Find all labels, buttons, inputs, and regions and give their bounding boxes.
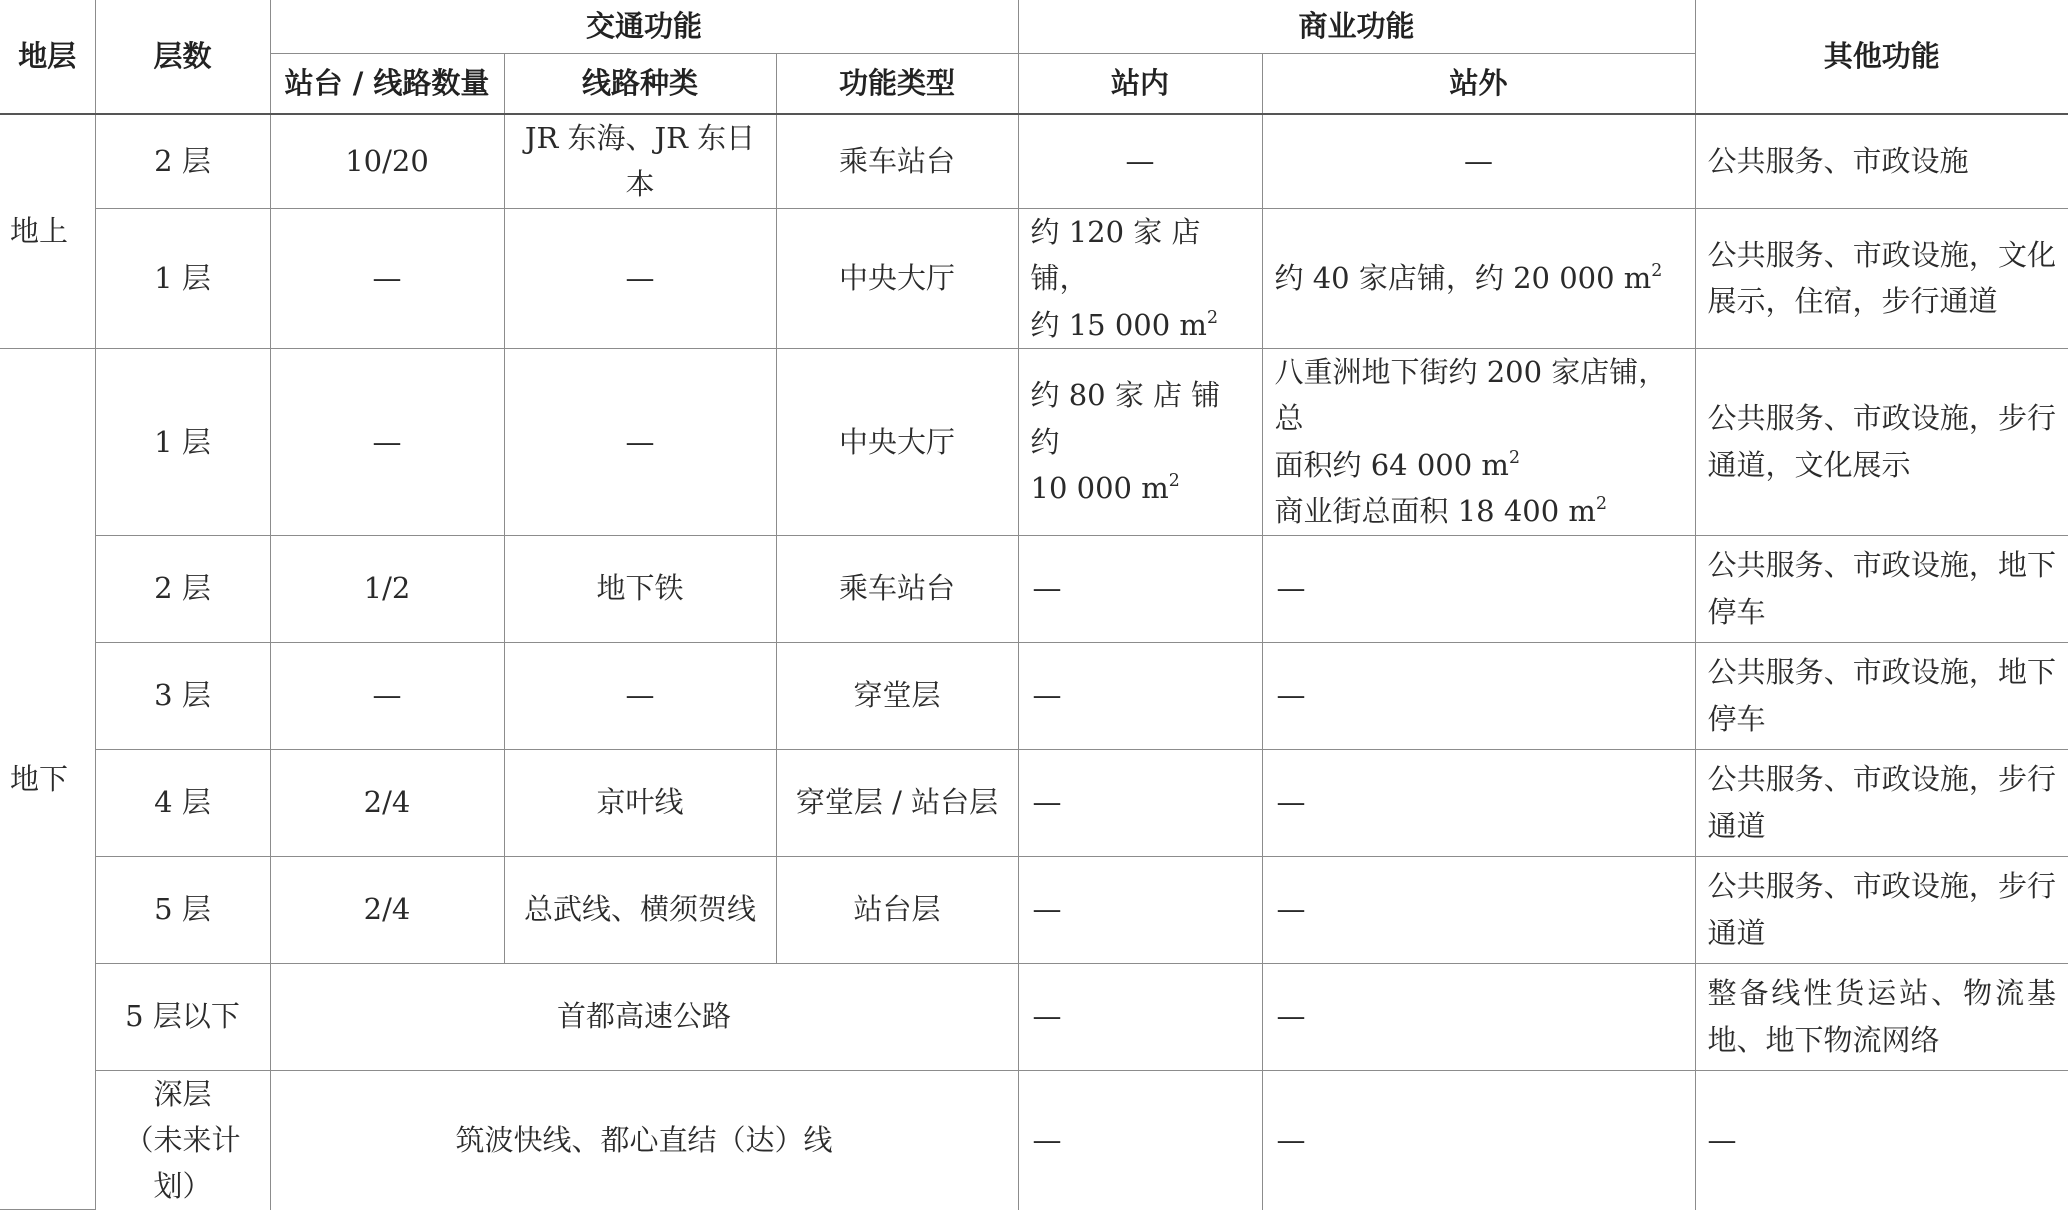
outside-text-line: 八重洲地下街约 200 家店铺，总	[1274, 354, 1668, 436]
cell-line-type: —	[504, 208, 776, 348]
cell-inside	[1018, 208, 1262, 348]
header-other: 其他功能	[1695, 0, 2068, 114]
table-row	[0, 1070, 2068, 1210]
table-row	[0, 963, 2068, 1070]
cell-line-type: JR 东海、JR 东日本	[504, 114, 776, 208]
cell-platform-count: —	[270, 642, 504, 749]
table-row	[0, 114, 2068, 208]
cell-level: 2 层	[95, 114, 270, 208]
cell-function-type: 站台层	[776, 856, 1018, 963]
cell-platform-count: —	[270, 348, 504, 535]
cell-inside: —	[1018, 114, 1262, 208]
cell-line-type: 地下铁	[504, 535, 776, 642]
cell-other: 整备线性货运站、物流基地、地下物流网络	[1695, 963, 2068, 1070]
cell-outside: —	[1262, 749, 1695, 856]
cell-inside	[1018, 348, 1262, 535]
cell-outside: —	[1262, 642, 1695, 749]
cell-outside: —	[1262, 856, 1695, 963]
unit-exponent: 2	[1595, 493, 1608, 514]
table-row	[0, 208, 2068, 348]
inside-text-line: 约 120 家 店 铺，	[1030, 214, 1201, 296]
cell-line-type: 京叶线	[504, 749, 776, 856]
cell-outside: —	[1262, 1070, 1695, 1210]
cell-level: 3 层	[95, 642, 270, 749]
header-floor: 地层	[0, 0, 95, 114]
cell-inside: —	[1018, 856, 1262, 963]
outside-text-line	[1275, 442, 1683, 488]
header-platform-count: 站台 / 线路数量	[270, 53, 504, 114]
inside-area: 10 000 m	[1030, 470, 1169, 505]
cell-platform-count: 2/4	[270, 749, 504, 856]
header-commerce-group: 商业功能	[1018, 0, 1695, 53]
cell-platform-count: 10/20	[270, 114, 504, 208]
cell-inside: —	[1018, 642, 1262, 749]
cell-traffic-merged: 首都高速公路	[270, 963, 1018, 1070]
inside-text-line	[1031, 302, 1250, 348]
table-row	[0, 856, 2068, 963]
cell-other: 公共服务、市政设施，步行通道，文化展示	[1695, 348, 2068, 535]
cell-level	[95, 1070, 270, 1210]
cell-level: 2 层	[95, 535, 270, 642]
cell-other: 公共服务、市政设施	[1695, 114, 2068, 208]
outside-area: 面积约 64 000 m	[1274, 447, 1509, 482]
cell-outside: —	[1262, 114, 1695, 208]
cell-function-type: 乘车站台	[776, 114, 1018, 208]
cell-level: 5 层以下	[95, 963, 270, 1070]
cell-platform-count: 2/4	[270, 856, 504, 963]
header-line-type: 线路种类	[504, 53, 776, 114]
inside-text-line: 约 80 家 店 铺 约	[1030, 378, 1221, 459]
outside-text: 约 40 家店铺，约 20 000 m	[1274, 261, 1652, 296]
cell-outside: —	[1262, 963, 1695, 1070]
cell-line-type: 总武线、横须贺线	[504, 856, 776, 963]
floor-group-above: 地上	[0, 114, 95, 348]
cell-function-type: 中央大厅	[776, 208, 1018, 348]
cell-line-type: —	[504, 348, 776, 535]
table-header	[0, 0, 2068, 114]
table-row	[0, 535, 2068, 642]
cell-inside: —	[1018, 1070, 1262, 1210]
inside-area: 约 15 000 m	[1030, 307, 1207, 342]
cell-other: 公共服务、市政设施，地下停车	[1695, 535, 2068, 642]
cell-outside	[1262, 348, 1695, 535]
cell-traffic-merged: 筑波快线、都心直结（达）线	[270, 1070, 1018, 1210]
table-row	[0, 642, 2068, 749]
cell-platform-count: 1/2	[270, 535, 504, 642]
outside-text-line	[1275, 488, 1683, 534]
level-text-line: 深层	[153, 1076, 212, 1111]
cell-level: 5 层	[95, 856, 270, 963]
cell-function-type: 穿堂层	[776, 642, 1018, 749]
cell-inside: —	[1018, 749, 1262, 856]
unit-exponent: 2	[1508, 447, 1521, 468]
unit-exponent: 2	[1651, 261, 1663, 281]
floor-group-below: 地下	[0, 348, 95, 1209]
cell-function-type: 穿堂层 / 站台层	[776, 749, 1018, 856]
unit-exponent: 2	[1206, 307, 1219, 328]
cell-other: 公共服务、市政设施，步行通道	[1695, 856, 2068, 963]
cell-other: 公共服务、市政设施，文化展示，住宿，步行通道	[1695, 208, 2068, 348]
level-text-line: （未来计划）	[124, 1122, 241, 1204]
cell-line-type: —	[504, 642, 776, 749]
cell-other: 公共服务、市政设施，地下停车	[1695, 642, 2068, 749]
cell-other: —	[1695, 1070, 2068, 1210]
table-body	[0, 114, 2068, 1210]
cell-level: 4 层	[95, 749, 270, 856]
table-row	[0, 749, 2068, 856]
cell-inside: —	[1018, 535, 1262, 642]
unit-exponent: 2	[1168, 470, 1180, 491]
cell-outside	[1262, 208, 1695, 348]
cell-level: 1 层	[95, 348, 270, 535]
header-function-type: 功能类型	[776, 53, 1018, 114]
header-outside: 站外	[1262, 53, 1695, 114]
cell-level: 1 层	[95, 208, 270, 348]
header-traffic-group: 交通功能	[270, 0, 1018, 53]
cell-inside: —	[1018, 963, 1262, 1070]
header-inside: 站内	[1018, 53, 1262, 114]
cell-function-type: 乘车站台	[776, 535, 1018, 642]
header-level: 层数	[95, 0, 270, 114]
cell-platform-count: —	[270, 208, 504, 348]
cell-outside: —	[1262, 535, 1695, 642]
outside-area: 商业街总面积 18 400 m	[1274, 494, 1596, 529]
inside-text-line	[1031, 465, 1250, 511]
table-row	[0, 348, 2068, 535]
cell-function-type: 中央大厅	[776, 348, 1018, 535]
cell-other: 公共服务、市政设施，步行通道	[1695, 749, 2068, 856]
